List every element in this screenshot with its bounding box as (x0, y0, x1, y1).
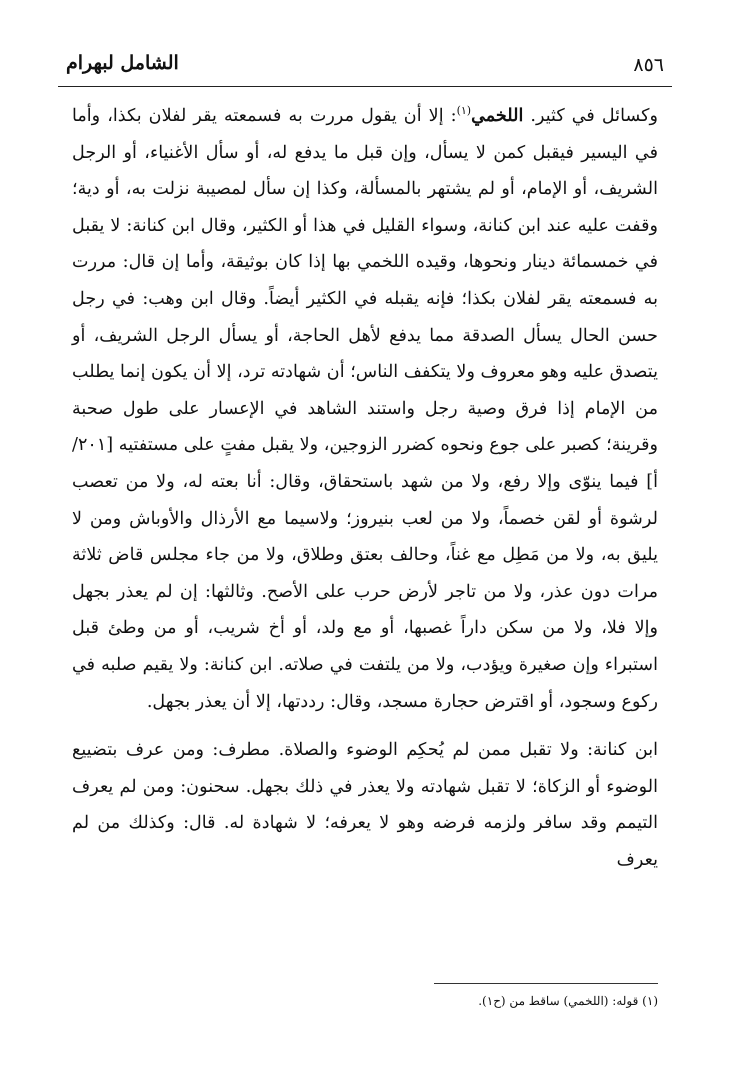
running-title: الشامل لبهرام (66, 52, 179, 74)
text-run: : إلا أن يقول مررت به فسمعته يقر لفلان بكذا، وأما في اليسير فيقبل كمن لا يسأل، وإن قبل ما يدفع له، أو سأل الأغنياء، أو الرجل الشريف، أو الإمام، أو لم يشتهر بالمسألة، وكذا إن سأل لمصيبة نزلت به، أو دية؛ وقفت عليه عند ابن كنانة، وسواء القليل في هذا أو الكثير، وقال ابن كنانة: لا يقبل في خمسمائة دينار ونحوها، وقيده اللخمي بها إذا كان بوثيقة، وأما إن قال: مررت به فسمعته يقر لفلان بكذا؛ فإنه يقبله في الكثير أيضاً. وقال ابن وهب: في رجل حسن الحال يسأل الصدقة مما يدفع لأهل الحاجة، أو يسأل الرجل الشريف، أو يتصدق عليه وهو معروف ولا يتكفف الناس؛ أن شهادته ترد، إلا أن يكون إنما يطلب من الإمام إذا فرق وصية رجل واستند الشاهد في الإعسار على طول صحبة وقرينة؛ كصبر على جوع ونحوه كضرر الزوجين، ولا يقبل مفتٍ على مستفتيه [٢٠١/أ] فيما ينوّى وإلا رفع، ولا من شهد باستحقاق، وقال: أنا بعته له، ولا من تعصب لرشوة أو لقن خصماً، ولا من لعب بنيروز؛ ولاسيما مع الأرذال والأوباش ومن لا يليق به، ولا من مَطِل مع غناً، وحالف بعتق وطلاق، ولا من جاء مجلس قاض ثلاثة مرات دون عذر، ولا من تاجر لأرض حرب على الأصح. وثالثها: إن لم يعذر بجهل وإلا فلا، ولا من سكن داراً غصبها، أو مع ولد، أو أخ شريب، أو من وطئ قبل استبراء وإن صغيرة ويؤدب، ولا من يلتفت في صلاته. ابن كنانة: ولا يقيم صلبه في ركوع وسجود، أو اقترض حجارة مسجد، وقال: رددتها، إلا أن يعذر بجهل. (72, 106, 658, 712)
footnote-reference[interactable]: (١) (456, 104, 472, 118)
footnote-divider (434, 983, 658, 984)
author-name-lakhmi: اللخمي (471, 105, 524, 126)
footnote: (١) قوله: (اللخمي) ساقط من (ح١). (478, 994, 658, 1008)
paragraph-2: ابن كنانة: ولا تقبل ممن لم يُحكِم الوضوء والصلاة. مطرف: ومن عرف بتضييع الوضوء أو الزكاة؛ لا تقبل شهادته ولا يعذر في ذلك بجهل. سحنون: ومن لم يعرف التيمم وقد سافر ولزمه فرضه وهو لا يعرفه؛ لا شهادة له. قال: وكذلك من لم يعرف (72, 740, 658, 870)
page-header (58, 52, 672, 87)
paragraph-1 (72, 98, 658, 720)
text-run: وكسائل في كثير. (530, 106, 659, 126)
page-number: ٨٥٦ (633, 54, 664, 76)
main-text (72, 98, 658, 878)
